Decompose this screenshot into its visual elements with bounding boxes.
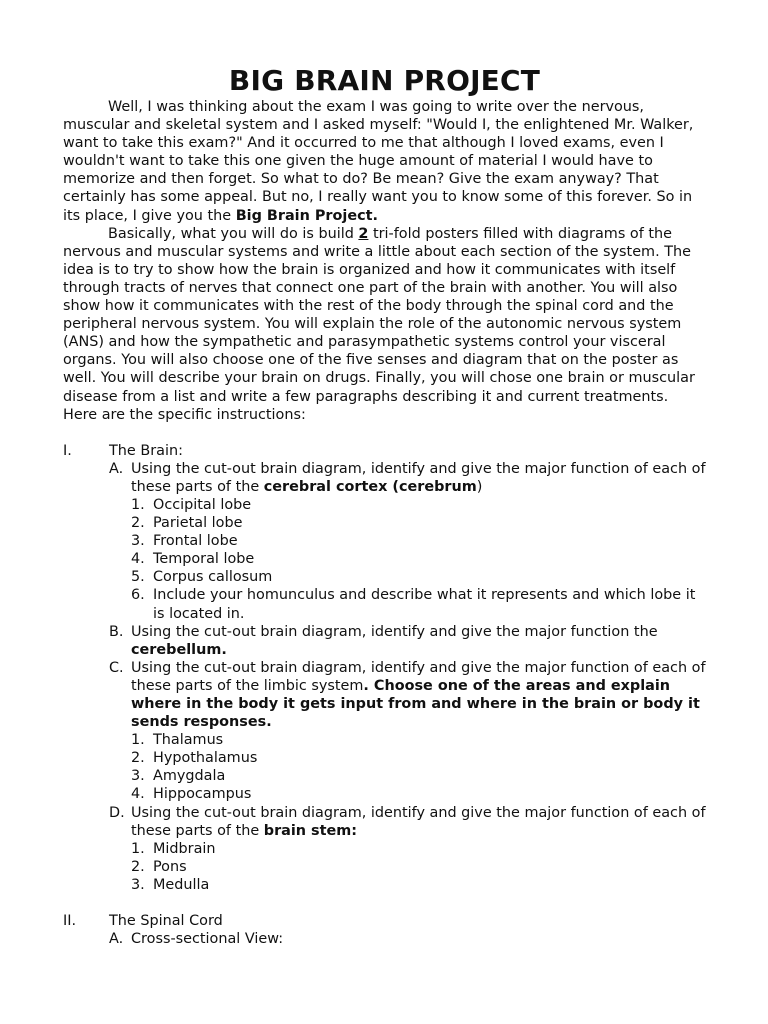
list-item-text: Temporal lobe — [153, 551, 255, 568]
list-item-text: Midbrain — [153, 840, 216, 857]
item-a-label: A. — [109, 931, 124, 948]
list-item — [131, 731, 706, 749]
item-d-text-bold: brain stem: — [263, 822, 358, 839]
intro-p1-text: Well, I was thinking about the exam I was going to write over the nervous, muscular and skeletal system and I asked myself: "Would I, the enlightened Mr. Walker, want to take this exam?" And it occurred to me that although I loved exams, even I wouldn't want to take this one given the huge amount of material I would have to memorize and then forget. So what to do? Be mean? Give the exam anyway? That certainly has some appeal. But no, I really want you to know some of this forever. So in its place, I give you the — [63, 99, 694, 224]
list-item — [131, 858, 706, 876]
section-1-item-b — [109, 623, 706, 659]
list-item-number: 3. — [131, 876, 145, 893]
list-item — [131, 749, 706, 767]
list-item — [131, 876, 706, 894]
intro-paragraph-2 — [63, 225, 706, 424]
item-a-text — [131, 460, 706, 496]
section-1-title: The Brain: — [109, 442, 183, 459]
intro-p2-number: 2 — [358, 225, 369, 242]
section-1-item-d — [109, 804, 706, 840]
section-2-heading — [63, 912, 706, 930]
list-item — [131, 532, 706, 550]
section-2-title: The Spinal Cord — [109, 913, 223, 930]
section-2-item-a — [109, 930, 706, 948]
list-item-number: 2. — [131, 858, 145, 875]
item-d-label: D. — [109, 804, 125, 821]
item-b-text-bold: cerebellum. — [131, 641, 227, 658]
item-a-text-bold: cerebral cortex (cerebrum — [263, 478, 477, 495]
item-b-label: B. — [109, 623, 124, 640]
list-item-text: Pons — [153, 858, 187, 875]
spacer — [63, 894, 706, 912]
item-d-text — [131, 804, 706, 840]
list-item — [131, 586, 706, 622]
list-item-number: 5. — [131, 569, 145, 586]
list-item-text: Amygdala — [153, 768, 226, 785]
item-a-label: A. — [109, 460, 124, 477]
list-item-number: 4. — [131, 786, 145, 803]
list-item-text: Hypothalamus — [153, 750, 258, 767]
intro-paragraph-1 — [63, 98, 706, 225]
item-c-label: C. — [109, 659, 124, 676]
item-b-text — [131, 623, 706, 659]
list-item-number: 1. — [131, 496, 145, 513]
item-a-text-tail: ) — [476, 478, 483, 495]
list-item-text: Thalamus — [153, 732, 224, 749]
list-item-text: Occipital lobe — [153, 496, 252, 513]
list-item-number: 2. — [131, 750, 145, 767]
item-d-text-plain: Using the cut-out brain diagram, identify and give the major function of each of these parts of the — [131, 804, 706, 839]
list-item — [131, 514, 706, 532]
list-item — [131, 496, 706, 514]
item-c-text-bold: . Choose one of the areas and explain where in the body it gets input from and where in the brain or body it sends responses. — [131, 677, 700, 731]
list-item-number: 1. — [131, 840, 145, 857]
item-b-text-plain: Using the cut-out brain diagram, identify and give the major function the — [131, 623, 658, 640]
list-item — [131, 568, 706, 586]
item-c-text — [131, 659, 706, 731]
list-item-text: Frontal lobe — [153, 533, 238, 550]
section-1-number: I. — [63, 442, 72, 459]
intro-p1-bold: Big Brain Project. — [235, 207, 378, 224]
item-a-text: Cross-sectional View: — [131, 931, 284, 948]
page-title: BIG BRAIN PROJECT — [228, 64, 541, 97]
section-2-number: II. — [63, 913, 77, 930]
item-c-text-plain: Using the cut-out brain diagram, identify and give the major function of each of these parts of the limbic system — [131, 659, 706, 694]
list-item-text: Parietal lobe — [153, 515, 243, 532]
item-a-text-plain: Using the cut-out brain diagram, identify and give the major function of each of these parts of the — [131, 460, 706, 495]
spacer — [63, 424, 706, 442]
list-item — [131, 840, 706, 858]
list-item-text: Include your homunculus and describe what it represents and which lobe it is located in. — [153, 587, 696, 622]
list-item — [131, 785, 706, 803]
intro-p2-text-b: tri-fold posters filled with diagrams of the nervous and muscular systems and write a little about each section of the system. The idea is to try to show how the brain is organized and how it communicates with itself through tracts of nerves that connect one part of the brain with another. You will also show how it communicates with the rest of the body through the spinal cord and the peripheral nervous system. You will explain the role of the autonomic nervous system (ANS) and how the sympathetic and parasympathetic systems control your visceral organs. You will also choose one of the five senses and diagram that on the poster as well. You will describe your brain on drugs. Finally, you will chose one brain or muscular disease from a list and write a few paragraphs describing it and current treatments. Here are the specific instructions: — [63, 225, 695, 423]
section-1-item-c — [109, 659, 706, 731]
list-item-number: 3. — [131, 533, 145, 550]
list-item-text: Corpus callosum — [153, 569, 273, 586]
list-item-number: 1. — [131, 732, 145, 749]
intro-p2-text-a: Basically, what you will do is build — [108, 225, 359, 242]
list-item-text: Hippocampus — [153, 786, 252, 803]
list-item — [131, 767, 706, 785]
list-item-number: 6. — [131, 587, 145, 604]
list-item-text: Medulla — [153, 876, 210, 893]
list-item-number: 3. — [131, 768, 145, 785]
list-item-number: 4. — [131, 551, 145, 568]
list-item-number: 2. — [131, 515, 145, 532]
section-1-item-a — [109, 460, 706, 496]
section-1-heading — [63, 442, 706, 460]
list-item — [131, 550, 706, 568]
